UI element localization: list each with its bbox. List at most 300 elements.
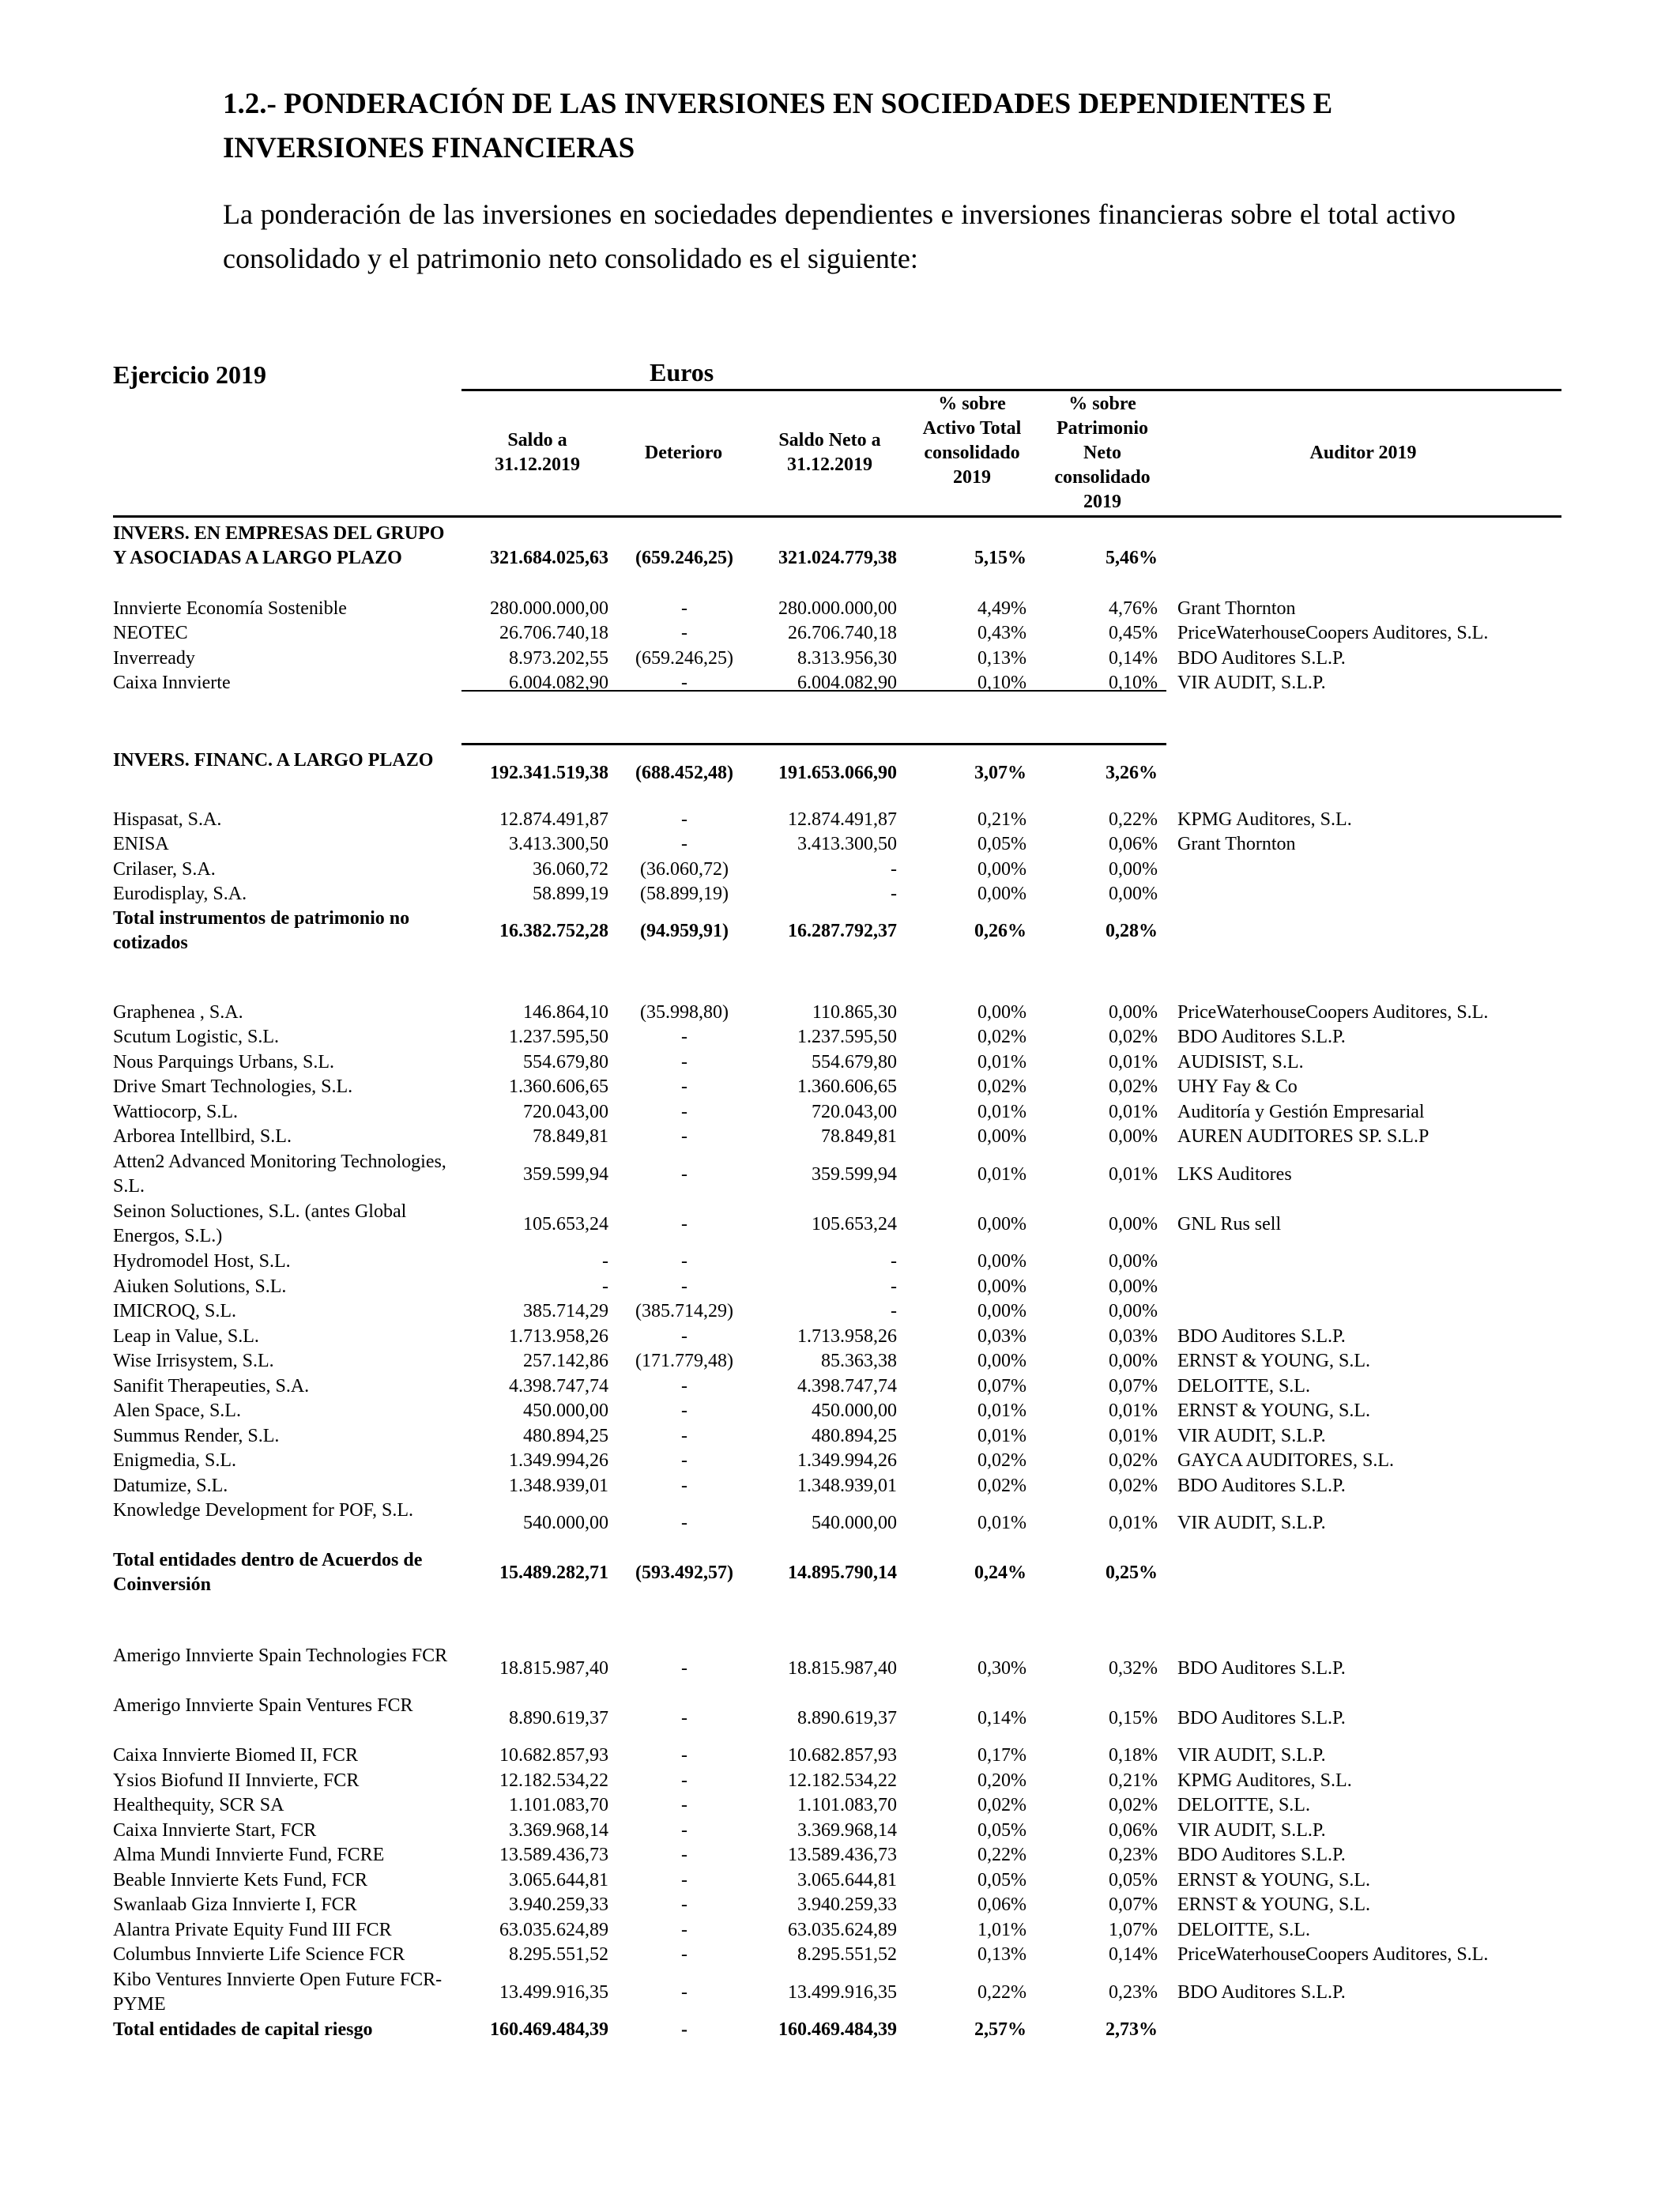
cell-saldo: 8.890.619,37: [509, 1707, 608, 1728]
row-label: Innvierte Economía Sostenible: [113, 598, 347, 619]
cell-saldo-neto: 110.865,30: [812, 1002, 897, 1023]
row-label: Seinon Soluctiones, S.L. (antes Global Energos, S.L.): [113, 1201, 407, 1246]
cell-saldo: 192.341.519,38: [490, 762, 608, 783]
cell-saldo-neto: 12.182.534,22: [788, 1770, 897, 1791]
row-label: Ysios Biofund II Innvierte, FCR: [113, 1770, 360, 1791]
row-label: Total instrumentos de patrimonio no cotizados: [113, 908, 410, 953]
cell-auditor: VIR AUDIT, S.L.P.: [1177, 1745, 1326, 1766]
cell-saldo: 18.815.987,40: [499, 1657, 608, 1679]
cell-pct-patrimonio: 0,00%: [1109, 1276, 1158, 1297]
cell-auditor: VIR AUDIT, S.L.P.: [1177, 1820, 1326, 1841]
cell-deterioro: -: [681, 1707, 687, 1728]
cell-saldo: 554.679,80: [523, 1052, 608, 1072]
col-header-saldo: Saldo a 31.12.2019: [495, 430, 580, 475]
cell-pct-patrimonio: 1,07%: [1109, 1920, 1158, 1940]
cell-auditor: AUREN AUDITORES SP. S.L.P: [1177, 1126, 1430, 1147]
cell-auditor: PriceWaterhouseCoopers Auditores, S.L.: [1177, 1002, 1489, 1023]
intro-paragraph: La ponderación de las inversiones en sociedades dependientes e inversiones financieras sobre el total activo consolidado y el patrimonio neto consolidado es el siguiente:: [223, 198, 1456, 274]
cell-deterioro: -: [681, 1027, 687, 1047]
cell-pct-patrimonio: 0,22%: [1109, 809, 1158, 830]
cell-saldo-neto: 4.398.747,74: [797, 1376, 897, 1397]
cell-auditor: KPMG Auditores, S.L.: [1177, 1770, 1352, 1791]
cell-pct-activo: 0,10%: [977, 673, 1026, 693]
cell-saldo-neto: -: [891, 859, 897, 880]
cell-pct-patrimonio: 0,23%: [1109, 1981, 1158, 2003]
row-label: Knowledge Development for POF, S.L.: [113, 1500, 414, 1521]
cell-saldo: 8.295.551,52: [509, 1944, 608, 1965]
cell-pct-patrimonio: 0,00%: [1109, 1251, 1158, 1272]
cell-saldo: 720.043,00: [523, 1102, 608, 1122]
cell-auditor: ERNST & YOUNG, S.L.: [1177, 1870, 1371, 1891]
currency-label: Euros: [650, 358, 714, 386]
cell-saldo: 78.849,81: [533, 1126, 608, 1147]
cell-saldo: 16.382.752,28: [499, 920, 608, 941]
row-label: Alantra Private Equity Fund III FCR: [113, 1920, 392, 1940]
cell-saldo-neto: 321.024.779,38: [778, 548, 897, 568]
cell-pct-activo: 0,13%: [977, 1944, 1026, 1965]
cell-pct-patrimonio: 0,01%: [1109, 1102, 1158, 1122]
cell-saldo: 3.413.300,50: [509, 834, 608, 854]
row-label: Scutum Logistic, S.L.: [113, 1027, 279, 1047]
row-label: Hydromodel Host, S.L.: [113, 1251, 291, 1272]
cell-pct-patrimonio: 0,06%: [1109, 1820, 1158, 1841]
cell-auditor: UHY Fay & Co: [1177, 1076, 1298, 1097]
cell-saldo-neto: 540.000,00: [812, 1512, 897, 1533]
cell-pct-patrimonio: 0,00%: [1109, 1351, 1158, 1371]
cell-pct-patrimonio: 0,07%: [1109, 1376, 1158, 1397]
cell-deterioro: -: [681, 1657, 687, 1679]
cell-auditor: PriceWaterhouseCoopers Auditores, S.L.: [1177, 1944, 1489, 1965]
row-label: Atten2 Advanced Monitoring Technologies, S.L.: [113, 1152, 446, 1197]
cell-saldo-neto: 6.004.082,90: [797, 673, 897, 693]
row-label: Caixa Innvierte: [113, 673, 231, 693]
cell-auditor: DELOITTE, S.L.: [1177, 1920, 1310, 1940]
cell-saldo: 8.973.202,55: [509, 648, 608, 669]
cell-deterioro: (171.779,48): [635, 1351, 733, 1371]
cell-auditor: BDO Auditores S.L.P.: [1177, 1981, 1346, 2003]
cell-pct-patrimonio: 0,03%: [1109, 1326, 1158, 1347]
col-header-deterioro: Deterioro: [644, 443, 723, 463]
cell-pct-activo: 0,02%: [977, 1076, 1026, 1097]
cell-pct-activo: 0,01%: [977, 1163, 1026, 1185]
cell-pct-patrimonio: 0,00%: [1109, 859, 1158, 880]
cell-auditor: KPMG Auditores, S.L.: [1177, 809, 1352, 830]
cell-pct-activo: 0,30%: [977, 1657, 1026, 1679]
cell-pct-activo: 0,05%: [977, 1870, 1026, 1891]
cell-pct-patrimonio: 0,01%: [1109, 1426, 1158, 1446]
row-label: Enigmedia, S.L.: [113, 1450, 236, 1471]
cell-pct-activo: 0,17%: [977, 1745, 1026, 1766]
cell-deterioro: -: [681, 1052, 687, 1072]
cell-pct-patrimonio: 4,76%: [1109, 598, 1158, 619]
cell-saldo-neto: 554.679,80: [812, 1052, 897, 1072]
cell-pct-patrimonio: 0,06%: [1109, 834, 1158, 854]
cell-saldo-neto: 13.589.436,73: [788, 1845, 897, 1865]
row-label: Caixa Innvierte Start, FCR: [113, 1820, 317, 1841]
cell-deterioro: -: [681, 1920, 687, 1940]
cell-auditor: BDO Auditores S.L.P.: [1177, 1657, 1346, 1679]
cell-pct-patrimonio: 5,46%: [1106, 548, 1158, 568]
cell-saldo: 480.894,25: [523, 1426, 608, 1446]
fiscal-year-label: Ejercicio 2019: [113, 360, 267, 389]
cell-auditor: Auditoría y Gestión Empresarial: [1177, 1102, 1425, 1122]
cell-deterioro: (688.452,48): [635, 762, 733, 783]
cell-saldo-neto: 1.349.994,26: [797, 1450, 897, 1471]
row-label: Eurodisplay, S.A.: [113, 884, 247, 904]
cell-deterioro: -: [681, 1745, 687, 1766]
cell-saldo: 3.369.968,14: [509, 1820, 608, 1841]
cell-saldo-neto: 280.000.000,00: [778, 598, 897, 619]
cell-saldo-neto: 3.369.968,14: [797, 1820, 897, 1841]
row-label: Alma Mundi Innvierte Fund, FCRE: [113, 1845, 385, 1865]
cell-pct-activo: 0,01%: [977, 1426, 1026, 1446]
section-separator-rule: [461, 743, 1166, 745]
row-label: Summus Render, S.L.: [113, 1426, 280, 1446]
cell-pct-patrimonio: 0,10%: [1109, 673, 1158, 693]
cell-saldo-neto: 8.890.619,37: [797, 1707, 897, 1728]
cell-saldo-neto: 1.237.595,50: [797, 1027, 897, 1047]
cell-pct-patrimonio: 0,45%: [1109, 623, 1158, 643]
cell-saldo: 4.398.747,74: [509, 1376, 608, 1397]
cell-saldo-neto: 63.035.624,89: [788, 1920, 897, 1940]
cell-saldo: 540.000,00: [523, 1512, 608, 1533]
cell-deterioro: -: [681, 1126, 687, 1147]
cell-saldo: 1.237.595,50: [509, 1027, 608, 1047]
cell-pct-patrimonio: 0,01%: [1109, 1400, 1158, 1421]
cell-deterioro: -: [681, 1251, 687, 1272]
row-label: Arborea Intellbird, S.L.: [113, 1126, 292, 1147]
cell-saldo: 3.065.644,81: [509, 1870, 608, 1891]
cell-auditor: LKS Auditores: [1177, 1163, 1292, 1185]
cell-pct-activo: 0,06%: [977, 1894, 1026, 1915]
cell-deterioro: -: [681, 834, 687, 854]
cell-saldo: 160.469.484,39: [490, 2019, 608, 2040]
cell-deterioro: -: [681, 1213, 687, 1235]
cell-pct-activo: 0,00%: [977, 884, 1026, 904]
cell-pct-patrimonio: 0,14%: [1109, 648, 1158, 669]
cell-auditor: ERNST & YOUNG, S.L.: [1177, 1400, 1371, 1421]
cell-saldo-neto: 3.940.259,33: [797, 1894, 897, 1915]
cell-saldo: 280.000.000,00: [490, 598, 608, 619]
row-label: Kibo Ventures Innvierte Open Future FCR-PYME: [113, 1970, 443, 2015]
cell-saldo-neto: 450.000,00: [812, 1400, 897, 1421]
cell-auditor: PriceWaterhouseCoopers Auditores, S.L.: [1177, 623, 1489, 643]
cell-saldo-neto: 18.815.987,40: [788, 1657, 897, 1679]
cell-saldo: 359.599,94: [523, 1163, 608, 1185]
cell-pct-activo: 0,00%: [977, 1276, 1026, 1297]
cell-deterioro: -: [681, 1795, 687, 1815]
cell-saldo: 105.653,24: [523, 1213, 608, 1235]
cell-saldo: 146.864,10: [523, 1002, 608, 1023]
cell-auditor: BDO Auditores S.L.P.: [1177, 1326, 1346, 1347]
cell-auditor: BDO Auditores S.L.P.: [1177, 1707, 1346, 1728]
cell-pct-patrimonio: 0,21%: [1109, 1770, 1158, 1791]
cell-pct-patrimonio: 0,01%: [1109, 1052, 1158, 1072]
cell-deterioro: (58.899,19): [640, 884, 729, 904]
cell-saldo-neto: -: [891, 884, 897, 904]
cell-pct-patrimonio: 0,28%: [1106, 920, 1158, 941]
cell-saldo-neto: 8.313.956,30: [797, 648, 897, 669]
cell-pct-patrimonio: 0,18%: [1109, 1745, 1158, 1766]
row-label: Beable Innvierte Kets Fund, FCR: [113, 1870, 367, 1891]
cell-deterioro: -: [681, 1944, 687, 1965]
cell-saldo: 1.713.958,26: [509, 1326, 608, 1347]
cell-pct-patrimonio: 0,00%: [1109, 884, 1158, 904]
cell-deterioro: -: [681, 1326, 687, 1347]
row-label: Amerigo Innvierte Spain Ventures FCR: [113, 1695, 413, 1716]
cell-saldo-neto: 12.874.491,87: [788, 809, 897, 830]
cell-saldo: 36.060,72: [533, 859, 608, 880]
cell-saldo-neto: 1.348.939,01: [797, 1476, 897, 1496]
cell-pct-activo: 0,24%: [974, 1562, 1026, 1583]
cell-deterioro: -: [681, 1870, 687, 1891]
cell-auditor: GAYCA AUDITORES, S.L.: [1177, 1450, 1395, 1471]
row-label: ENISA: [113, 834, 169, 854]
cell-pct-activo: 0,05%: [977, 834, 1026, 854]
cell-saldo-neto: 10.682.857,93: [788, 1745, 897, 1766]
cell-saldo-neto: 78.849,81: [821, 1126, 897, 1147]
col-header-auditor: Auditor 2019: [1309, 443, 1417, 463]
cell-pct-activo: 0,02%: [977, 1795, 1026, 1815]
row-label: Wise Irrisystem, S.L.: [113, 1351, 274, 1371]
cell-saldo: 1.349.994,26: [509, 1450, 608, 1471]
cell-saldo-neto: 1.713.958,26: [797, 1326, 897, 1347]
cell-saldo: 10.682.857,93: [499, 1745, 608, 1766]
cell-saldo-neto: 105.653,24: [812, 1213, 897, 1235]
cell-auditor: BDO Auditores S.L.P.: [1177, 1845, 1346, 1865]
cell-pct-activo: 0,00%: [977, 1002, 1026, 1023]
cell-deterioro: (593.492,57): [635, 1562, 733, 1583]
cell-pct-patrimonio: 0,14%: [1109, 1944, 1158, 1965]
cell-pct-activo: 1,01%: [977, 1920, 1026, 1940]
cell-saldo-neto: 14.895.790,14: [788, 1562, 897, 1583]
row-label: INVERS. FINANC. A LARGO PLAZO: [113, 750, 434, 771]
cell-pct-patrimonio: 0,32%: [1109, 1657, 1158, 1679]
row-label: IMICROQ, S.L.: [113, 1301, 237, 1321]
cell-deterioro: -: [681, 1400, 687, 1421]
section-heading: 1.2.- PONDERACIÓN DE LAS INVERSIONES EN SOCIEDADES DEPENDIENTES E INVERSIONES FINANCIERAS: [223, 88, 1333, 164]
cell-auditor: VIR AUDIT, S.L.P.: [1177, 1512, 1326, 1533]
cell-saldo: 257.142,86: [523, 1351, 608, 1371]
cell-pct-patrimonio: 0,01%: [1109, 1512, 1158, 1533]
cell-deterioro: -: [681, 1376, 687, 1397]
row-label: Datumize, S.L.: [113, 1476, 228, 1496]
cell-deterioro: -: [681, 1845, 687, 1865]
cell-auditor: VIR AUDIT, S.L.P.: [1177, 1426, 1326, 1446]
row-label: Total entidades de capital riesgo: [113, 2019, 373, 2040]
cell-pct-patrimonio: 0,02%: [1109, 1450, 1158, 1471]
cell-deterioro: -: [681, 598, 687, 619]
cell-pct-patrimonio: 0,02%: [1109, 1476, 1158, 1496]
cell-saldo-neto: 480.894,25: [812, 1426, 897, 1446]
cell-pct-patrimonio: 0,02%: [1109, 1076, 1158, 1097]
cell-saldo-neto: 8.295.551,52: [797, 1944, 897, 1965]
cell-pct-activo: 0,00%: [977, 859, 1026, 880]
cell-pct-activo: 0,02%: [977, 1450, 1026, 1471]
cell-pct-activo: 0,01%: [977, 1102, 1026, 1122]
row-label: Hispasat, S.A.: [113, 809, 222, 830]
cell-pct-activo: 0,00%: [977, 1301, 1026, 1321]
cell-saldo-neto: 191.653.066,90: [778, 762, 897, 783]
cell-pct-activo: 0,07%: [977, 1376, 1026, 1397]
cell-saldo-neto: -: [891, 1276, 897, 1297]
row-label: Aiuken Solutions, S.L.: [113, 1276, 287, 1297]
cell-saldo: 15.489.282,71: [499, 1562, 608, 1583]
cell-pct-activo: 0,22%: [977, 1981, 1026, 2003]
cell-pct-activo: 4,49%: [977, 598, 1026, 619]
cell-saldo-neto: 3.065.644,81: [797, 1870, 897, 1891]
cell-saldo: 6.004.082,90: [509, 673, 608, 693]
cell-deterioro: -: [681, 1476, 687, 1496]
cell-pct-activo: 0,21%: [977, 809, 1026, 830]
cell-deterioro: -: [681, 1163, 687, 1185]
cell-auditor: BDO Auditores S.L.P.: [1177, 648, 1346, 669]
cell-deterioro: -: [681, 673, 687, 693]
cell-deterioro: -: [681, 1076, 687, 1097]
col-header-pct-activo: % sobre Activo Total consolidado 2019: [922, 394, 1022, 488]
cell-pct-patrimonio: 0,23%: [1109, 1845, 1158, 1865]
cell-deterioro: -: [681, 1276, 687, 1297]
col-header-saldo-neto: Saldo Neto a 31.12.2019: [778, 430, 881, 475]
cell-saldo-neto: 3.413.300,50: [797, 834, 897, 854]
cell-saldo: 385.714,29: [523, 1301, 608, 1321]
cell-pct-patrimonio: 0,00%: [1109, 1002, 1158, 1023]
cell-pct-activo: 0,05%: [977, 1820, 1026, 1841]
cell-auditor: AUDISIST, S.L.: [1177, 1052, 1304, 1072]
cell-pct-activo: 0,00%: [977, 1351, 1026, 1371]
cell-saldo-neto: 85.363,38: [821, 1351, 897, 1371]
row-label: Inverready: [113, 648, 195, 669]
cell-pct-patrimonio: 0,02%: [1109, 1795, 1158, 1815]
cell-pct-patrimonio: 0,00%: [1109, 1213, 1158, 1235]
cell-deterioro: (385.714,29): [635, 1301, 733, 1321]
cell-pct-activo: 3,07%: [974, 762, 1026, 783]
cell-deterioro: -: [681, 1426, 687, 1446]
cell-saldo: 3.940.259,33: [509, 1894, 608, 1915]
cell-auditor: ERNST & YOUNG, S.L.: [1177, 1351, 1371, 1371]
cell-deterioro: -: [681, 809, 687, 830]
cell-deterioro: -: [681, 1820, 687, 1841]
cell-saldo: 321.684.025,63: [490, 548, 608, 568]
cell-deterioro: -: [681, 1770, 687, 1791]
cell-auditor: BDO Auditores S.L.P.: [1177, 1476, 1346, 1496]
cell-saldo: 1.101.083,70: [509, 1795, 608, 1815]
row-label: NEOTEC: [113, 623, 188, 643]
cell-deterioro: (36.060,72): [640, 859, 729, 880]
cell-pct-activo: 0,02%: [977, 1027, 1026, 1047]
cell-deterioro: -: [681, 2019, 687, 2040]
cell-pct-activo: 0,00%: [977, 1251, 1026, 1272]
cell-pct-activo: 0,20%: [977, 1770, 1026, 1791]
cell-pct-activo: 0,00%: [977, 1126, 1026, 1147]
cell-auditor: DELOITTE, S.L.: [1177, 1376, 1310, 1397]
cell-deterioro: -: [681, 1512, 687, 1533]
cell-saldo: 12.874.491,87: [499, 809, 608, 830]
col-header-pct-patrimonio: % sobre Patrimonio Neto consolidado 2019: [1054, 394, 1151, 512]
cell-pct-activo: 0,43%: [977, 623, 1026, 643]
row-label: Columbus Innvierte Life Science FCR: [113, 1944, 405, 1965]
cell-saldo: 58.899,19: [533, 884, 608, 904]
cell-saldo-neto: 720.043,00: [812, 1102, 897, 1122]
cell-auditor: DELOITTE, S.L.: [1177, 1795, 1310, 1815]
row-label: Graphenea , S.A.: [113, 1002, 243, 1023]
cell-saldo-neto: 359.599,94: [812, 1163, 897, 1185]
cell-pct-activo: 0,22%: [977, 1845, 1026, 1865]
cell-saldo: -: [602, 1276, 608, 1297]
cell-pct-activo: 0,00%: [977, 1213, 1026, 1235]
cell-pct-activo: 0,26%: [974, 920, 1026, 941]
cell-deterioro: -: [681, 1981, 687, 2003]
cell-saldo-neto: 16.287.792,37: [788, 920, 897, 941]
row-label: Total entidades dentro de Acuerdos de Coinversión: [113, 1550, 423, 1595]
cell-deterioro: (659.246,25): [635, 548, 733, 568]
cell-deterioro: (659.246,25): [635, 648, 733, 669]
cell-pct-activo: 0,01%: [977, 1400, 1026, 1421]
row-label: Caixa Innvierte Biomed II, FCR: [113, 1745, 358, 1766]
cell-deterioro: (94.959,91): [640, 920, 729, 941]
row-label: Nous Parquings Urbans, S.L.: [113, 1052, 334, 1072]
row-label: Sanifit Therapeuties, S.A.: [113, 1376, 310, 1397]
cell-saldo: 26.706.740,18: [499, 623, 608, 643]
cell-pct-activo: 0,03%: [977, 1326, 1026, 1347]
cell-pct-patrimonio: 0,07%: [1109, 1894, 1158, 1915]
cell-saldo: -: [602, 1251, 608, 1272]
row-label: Leap in Value, S.L.: [113, 1326, 259, 1347]
cell-auditor: ERNST & YOUNG, S.L.: [1177, 1894, 1371, 1915]
cell-pct-activo: 0,13%: [977, 648, 1026, 669]
row-label: Swanlaab Giza Innvierte I, FCR: [113, 1894, 357, 1915]
cell-pct-patrimonio: 0,15%: [1109, 1707, 1158, 1728]
cell-pct-patrimonio: 3,26%: [1106, 762, 1158, 783]
cell-pct-activo: 0,01%: [977, 1512, 1026, 1533]
cell-deterioro: -: [681, 1894, 687, 1915]
header-top-rule: [461, 389, 1561, 391]
cell-pct-activo: 0,14%: [977, 1707, 1026, 1728]
cell-deterioro: -: [681, 1102, 687, 1122]
cell-auditor: BDO Auditores S.L.P.: [1177, 1027, 1346, 1047]
cell-pct-activo: 2,57%: [974, 2019, 1026, 2040]
row-label: Amerigo Innvierte Spain Technologies FCR: [113, 1646, 448, 1666]
cell-auditor: GNL Rus sell: [1177, 1213, 1282, 1235]
cell-saldo: 450.000,00: [523, 1400, 608, 1421]
cell-saldo-neto: 160.469.484,39: [778, 2019, 897, 2040]
cell-pct-patrimonio: 0,25%: [1106, 1562, 1158, 1583]
cell-deterioro: (35.998,80): [640, 1002, 729, 1023]
cell-auditor: Grant Thornton: [1177, 834, 1296, 854]
cell-saldo-neto: 1.101.083,70: [797, 1795, 897, 1815]
cell-saldo: 1.360.606,65: [509, 1076, 608, 1097]
cell-saldo: 13.499.916,35: [499, 1981, 608, 2003]
row-label: INVERS. EN EMPRESAS DEL GRUPO Y ASOCIADAS A LARGO PLAZO: [113, 523, 445, 568]
cell-saldo-neto: 13.499.916,35: [788, 1981, 897, 2003]
header-bottom-rule: [113, 515, 1561, 518]
cell-pct-patrimonio: 0,00%: [1109, 1301, 1158, 1321]
cell-pct-patrimonio: 0,01%: [1109, 1163, 1158, 1185]
cell-auditor: VIR AUDIT, S.L.P.: [1177, 673, 1326, 693]
row-label: Healthequity, SCR SA: [113, 1795, 284, 1815]
cell-deterioro: -: [681, 1450, 687, 1471]
cell-saldo-neto: -: [891, 1301, 897, 1321]
cell-saldo-neto: -: [891, 1251, 897, 1272]
cell-pct-activo: 5,15%: [974, 548, 1026, 568]
cell-saldo: 63.035.624,89: [499, 1920, 608, 1940]
row-label: Crilaser, S.A.: [113, 859, 216, 880]
row-label: Wattiocorp, S.L.: [113, 1102, 239, 1122]
cell-saldo-neto: 26.706.740,18: [788, 623, 897, 643]
cell-pct-patrimonio: 0,02%: [1109, 1027, 1158, 1047]
cell-pct-activo: 0,01%: [977, 1052, 1026, 1072]
cell-auditor: Grant Thornton: [1177, 598, 1296, 619]
